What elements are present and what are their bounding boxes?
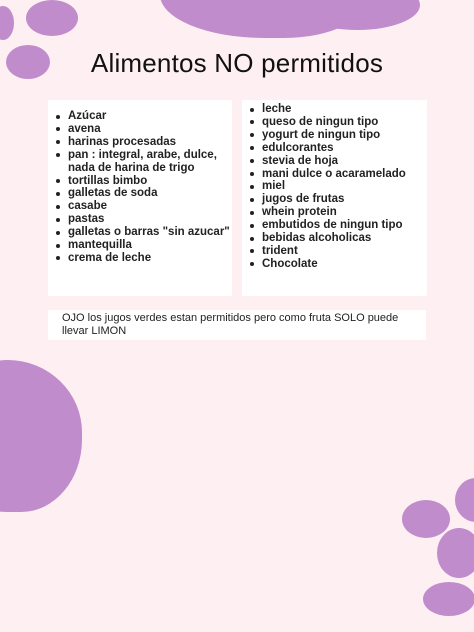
list-item: bebidas alcoholicas [242, 232, 427, 245]
list-item: yogurt de ningun tipo [242, 129, 427, 142]
page-title: Alimentos NO permitidos [90, 48, 384, 78]
list-item: leche [242, 103, 427, 116]
list-item: embutidos de ningun tipo [242, 219, 427, 232]
list-item: edulcorantes [242, 142, 427, 155]
list-item: miel [242, 180, 427, 193]
list-item: queso de ningun tipo [242, 116, 427, 129]
list-item: Azúcar [48, 110, 232, 123]
decorative-blob-top-left-edge [0, 6, 14, 40]
list-item: stevia de hoja [242, 155, 427, 168]
note-text: OJO los jugos verdes estan permitidos pero como fruta SOLO puede llevar LIMON [62, 312, 399, 337]
list-item: pastas [48, 213, 232, 226]
list-item: tortillas bimbo [48, 175, 232, 188]
list-item: pan : integral, arabe, dulce, nada de harina de trigo [48, 149, 232, 175]
list-item: casabe [48, 200, 232, 213]
list-item: harinas procesadas [48, 136, 232, 149]
list-item: whein protein [242, 206, 427, 219]
list-item: crema de leche [48, 252, 232, 265]
forbidden-foods-list-left [48, 110, 232, 265]
decorative-blob-bottom-right-1 [402, 500, 450, 538]
decorative-blob-bottom-right-2 [455, 478, 474, 522]
forbidden-foods-card-right [242, 100, 427, 296]
decorative-blob-bottom-right-4 [423, 582, 474, 616]
list-item: trident [242, 245, 427, 258]
list-item: mantequilla [48, 239, 232, 252]
decorative-blob-left [0, 360, 82, 512]
list-item: avena [48, 123, 232, 136]
forbidden-foods-card-left [48, 100, 232, 296]
decorative-blob-top-left [26, 0, 78, 36]
forbidden-foods-list-right [242, 103, 427, 271]
list-item: galletas de soda [48, 187, 232, 200]
list-item: mani dulce o acaramelado [242, 168, 427, 181]
list-item: jugos de frutas [242, 193, 427, 206]
list-item: galletas o barras "sin azucar" [48, 226, 232, 239]
list-item: Chocolate [242, 258, 427, 271]
note-card [48, 310, 426, 340]
decorative-blob-bottom-right-3 [437, 528, 474, 578]
